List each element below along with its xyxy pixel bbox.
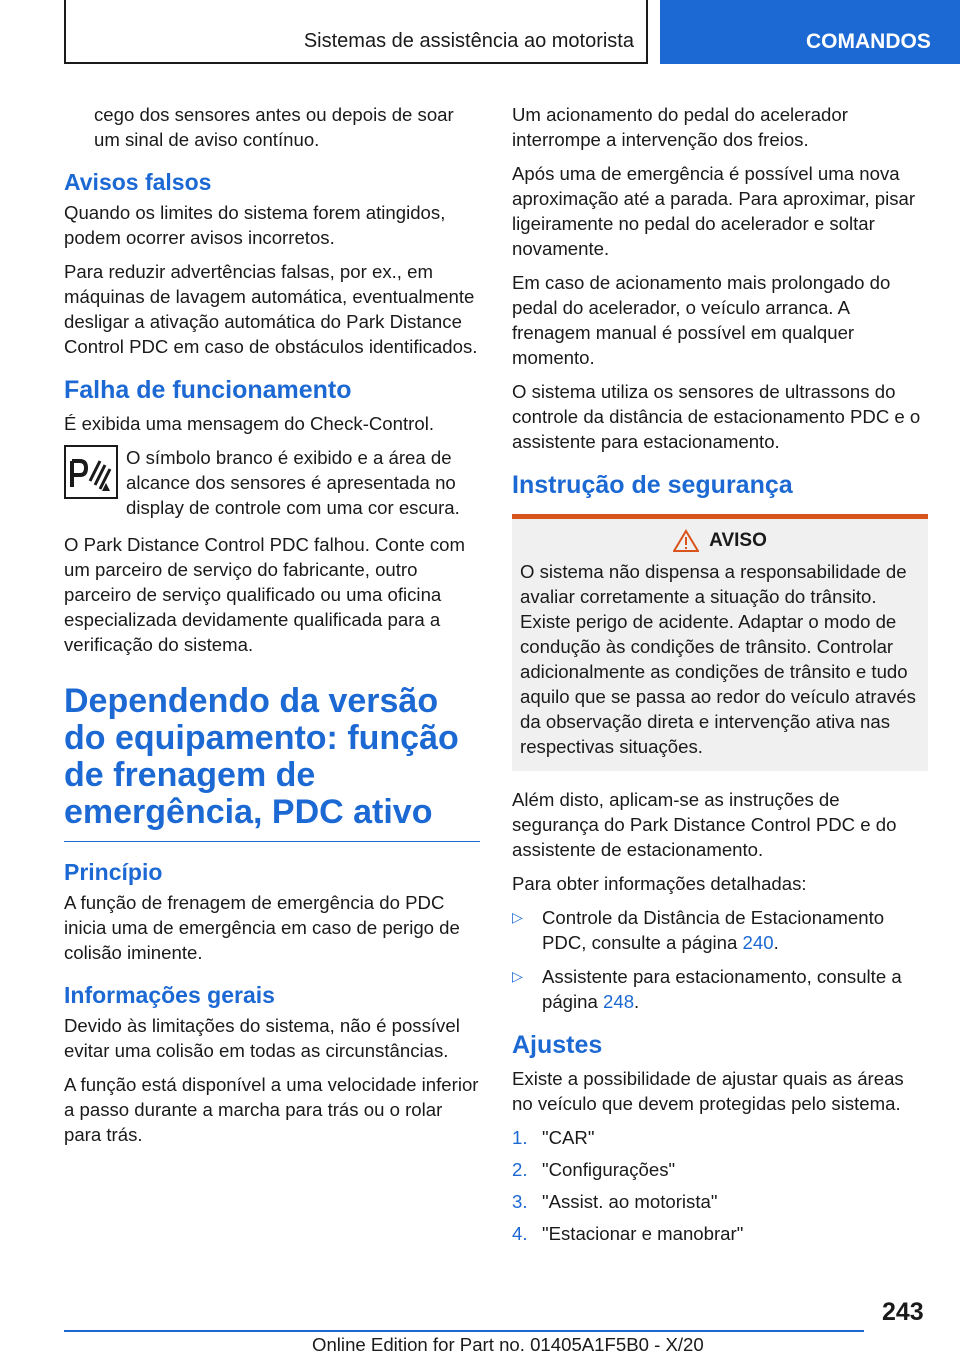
- step-text: "Estacionar e manobrar": [542, 1223, 744, 1244]
- section-title: Dependendo da versão do equipamento: função de frenagem de emergência, PDC ativo: [64, 683, 480, 842]
- paragraph: Após uma de emergência é possível uma nova aproximação até a parada. Para aproximar, pisar ligeiramente no pedal do acelerador e soltar novamente.: [512, 163, 916, 259]
- icon-description: O símbolo branco é exibido e a área de alcance dos sensores é apresentada no display de controle com uma cor escura.: [126, 447, 460, 518]
- warning-title: [520, 529, 920, 553]
- header-box: [64, 0, 648, 64]
- bullet-arrow-icon: ▷: [512, 968, 523, 984]
- step-item: [512, 1125, 928, 1150]
- step-text: "Assist. ao motorista": [542, 1191, 718, 1212]
- footer-text: Online Edition for Part no. 01405A1F5B0 - X/20: [312, 1334, 704, 1355]
- bullet-arrow-icon: ▷: [512, 909, 523, 925]
- heading-informacoes: Informações gerais: [64, 982, 275, 1008]
- pdc-warning-icon: [64, 445, 118, 499]
- step-item: [512, 1157, 928, 1182]
- paragraph: Além disto, aplicam-se as instruções de segurança do Park Distance Control PDC e do assistente de estacionamento.: [512, 789, 897, 860]
- heading-falha: Falha de funcionamento: [64, 376, 352, 404]
- paragraph: cego dos sensores antes ou depois de soar um sinal de aviso contínuo.: [94, 104, 454, 150]
- step-text: "Configurações": [542, 1159, 676, 1180]
- paragraph: Quando os limites do sistema forem atingidos, podem ocorrer avisos incorretos.: [64, 202, 446, 248]
- step-number: 1.: [512, 1127, 528, 1148]
- header-title: Sistemas de assistência ao motorista: [303, 30, 634, 52]
- paragraph: O sistema utiliza os sensores de ultrassons do controle da distância de estacionamento PDC e o assistente para estacionamento.: [512, 381, 921, 452]
- page-number: 243: [882, 1298, 924, 1326]
- steps-list: [512, 1125, 928, 1246]
- step-item: [512, 1189, 928, 1214]
- paragraph: Existe a possibilidade de ajustar quais as áreas no veículo que devem protegidas pelo sistema.: [512, 1068, 904, 1114]
- reference-list: [512, 905, 928, 1014]
- page-link[interactable]: 248: [603, 991, 635, 1012]
- paragraph: A função está disponível a uma velocidade inferior a passo durante a marcha para trás ou o rolar para trás.: [64, 1074, 479, 1145]
- step-number: 4.: [512, 1223, 528, 1244]
- icon-row: [64, 445, 480, 520]
- heading-principio: Princípio: [64, 859, 163, 885]
- heading-avisos-falsos: Avisos falsos: [64, 169, 212, 195]
- footer-divider: [64, 1330, 864, 1332]
- warning-label: AVISO: [709, 530, 767, 551]
- list-item-text: Assistente para estacionamento, consulte a página: [542, 966, 902, 1012]
- step-number: 2.: [512, 1159, 528, 1180]
- step-number: 3.: [512, 1191, 528, 1212]
- paragraph: Para reduzir advertências falsas, por ex., em máquinas de lavagem automática, eventualmente desligar a ativação automática do Park Distance Control PDC em caso de obstáculos identificados.: [64, 261, 478, 357]
- paragraph: Para obter informações detalhadas:: [512, 873, 807, 894]
- list-item: [512, 905, 928, 955]
- warning-text: O sistema não dispensa a responsabilidade de avaliar corretamente a situação do trânsito. Existe perigo de acidente. Adaptar o modo de condução às condições de trânsito. Controlar adicionalmente as condições de trânsito e tudo aquilo que se passa ao redor do veículo através da observação direta e intervenção ativa nas respectivas situações.: [520, 561, 916, 757]
- step-item: [512, 1221, 928, 1246]
- paragraph: Devido às limitações do sistema, não é possível evitar uma colisão em todas as circunstâncias.: [64, 1015, 460, 1061]
- paragraph: Em caso de acionamento mais prolongado do pedal do acelerador, o veículo arranca. A frenagem manual é possível em qualquer momento.: [512, 272, 891, 368]
- paragraph: Um acionamento do pedal do acelerador interrompe a intervenção dos freios.: [512, 104, 848, 150]
- list-item: [512, 964, 928, 1014]
- list-item-text: Controle da Distância de Estacionamento PDC, consulte a página: [542, 907, 885, 953]
- paragraph: A função de frenagem de emergência do PDC inicia uma de emergência em caso de perigo de colisão iminente.: [64, 892, 460, 963]
- left-column: [64, 102, 480, 1156]
- section-tab[interactable]: COMANDOS: [660, 0, 960, 64]
- list-item-end: .: [634, 991, 640, 1012]
- paragraph: O Park Distance Control PDC falhou. Conte com um parceiro de serviço do fabricante, outro parceiro de serviço qualificado ou uma oficina especializada devidamente qualificada para a verificação do sistema.: [64, 534, 465, 655]
- right-column: [512, 102, 928, 1253]
- page-link[interactable]: 240: [742, 932, 774, 953]
- heading-ajustes: Ajustes: [512, 1031, 603, 1059]
- warning-triangle-icon: [673, 529, 699, 553]
- paragraph: É exibida uma mensagem do Check-Control.: [64, 413, 434, 434]
- step-text: "CAR": [542, 1127, 595, 1148]
- heading-seguranca: Instrução de segurança: [512, 471, 793, 499]
- list-item-end: .: [773, 932, 779, 953]
- warning-box: [512, 514, 928, 771]
